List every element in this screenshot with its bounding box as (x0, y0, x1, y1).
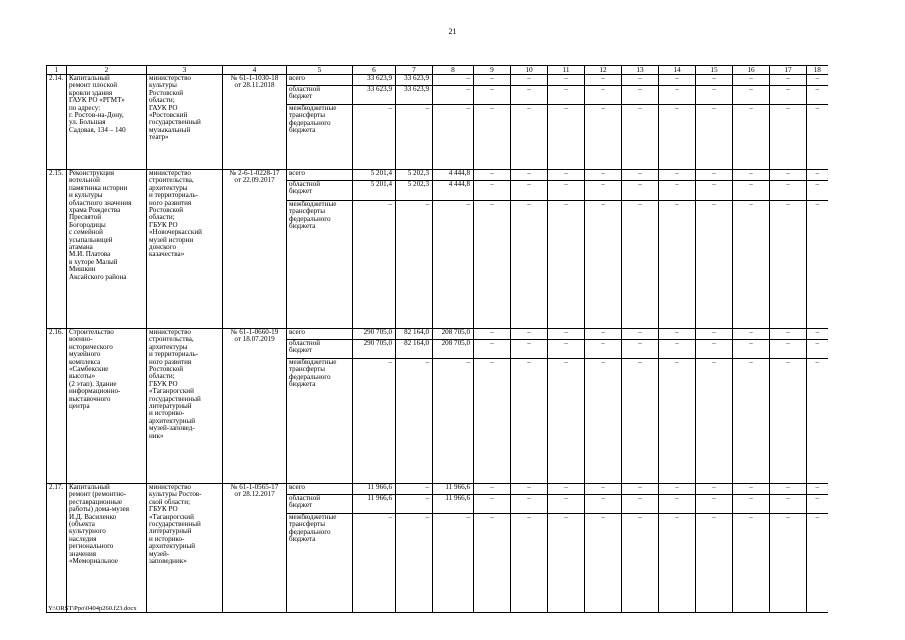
value-col10: – (511, 484, 548, 495)
value-col6: – (353, 359, 396, 484)
value-col8: 11 966,6 (433, 495, 474, 514)
table-row (47, 75, 828, 86)
value-col8: 4 444,8 (433, 170, 474, 181)
document-ref: № 2-6-1-0228-17 от 22.09.2017 (223, 170, 287, 329)
value-col8: – (433, 359, 474, 484)
value-col11: – (548, 359, 585, 484)
value-col12: – (585, 329, 622, 340)
value-col6: 5 201,4 (353, 181, 396, 201)
value-col13: – (622, 75, 659, 86)
item-number: 2.15. (47, 170, 67, 329)
value-col6: 11 966,6 (353, 495, 396, 514)
funding-source: межбюджетные трансферты федерального бюджета (287, 201, 353, 329)
value-col13: – (622, 514, 659, 613)
value-col16: – (733, 514, 770, 613)
value-col11: – (548, 86, 585, 105)
value-col10: – (511, 75, 548, 86)
value-col17: – (770, 105, 807, 170)
responsible-org: министерство культуры Ростовской области; ГАУК РО «Ростовский государственный музыкальный театр» (147, 75, 223, 170)
value-col9: – (474, 181, 511, 201)
value-col16: – (733, 181, 770, 201)
value-col12: – (585, 495, 622, 514)
value-col8: – (433, 86, 474, 105)
value-col11: – (548, 495, 585, 514)
value-col8: 208 705,0 (433, 329, 474, 340)
value-col14: – (659, 359, 696, 484)
responsible-org: министерство строительства, архитектуры и территориаль- ного развития Ростовской области; ГБУК РО «Новочеркасский музей истории донского казачества» (147, 170, 223, 329)
header-cell: 10 (511, 66, 548, 75)
value-col6: 33 623,9 (353, 75, 396, 86)
header-cell: 17 (770, 66, 807, 75)
funding-source: межбюджетные трансферты федерального бюджета (287, 514, 353, 613)
value-col18: – (807, 75, 828, 86)
value-col13: – (622, 170, 659, 181)
value-col7: 33 623,9 (396, 75, 433, 86)
value-col13: – (622, 359, 659, 484)
value-col18: – (807, 359, 828, 484)
value-col18: – (807, 201, 828, 329)
value-col8: – (433, 105, 474, 170)
value-col15: – (696, 514, 733, 613)
value-col7: – (396, 201, 433, 329)
value-col15: – (696, 201, 733, 329)
value-col13: – (622, 201, 659, 329)
value-col15: – (696, 340, 733, 359)
footer-file-path: Y:\ORST\Ppo\0404p260.f23.docx (48, 605, 137, 612)
value-col9: – (474, 75, 511, 86)
funding-source: межбюджетные трансферты федерального бюджета (287, 359, 353, 484)
value-col10: – (511, 170, 548, 181)
value-col6: 5 201,4 (353, 170, 396, 181)
header-cell: 12 (585, 66, 622, 75)
value-col11: – (548, 329, 585, 340)
value-col13: – (622, 495, 659, 514)
header-cell: 16 (733, 66, 770, 75)
value-col8: – (433, 514, 474, 613)
value-col9: – (474, 484, 511, 495)
funding-source: всего (287, 170, 353, 181)
value-col14: – (659, 514, 696, 613)
document-ref: № 61-1-0565-17 от 28.12.2017 (223, 484, 287, 613)
value-col13: – (622, 329, 659, 340)
table-row (47, 170, 828, 181)
value-col7: – (396, 359, 433, 484)
funding-source: областной бюджет (287, 181, 353, 201)
value-col14: – (659, 329, 696, 340)
value-col15: – (696, 86, 733, 105)
value-col12: – (585, 181, 622, 201)
value-col18: – (807, 329, 828, 340)
header-cell: 7 (396, 66, 433, 75)
value-col10: – (511, 340, 548, 359)
header-cell: 14 (659, 66, 696, 75)
value-col14: – (659, 75, 696, 86)
value-col15: – (696, 181, 733, 201)
value-col9: – (474, 86, 511, 105)
value-col10: – (511, 495, 548, 514)
value-col13: – (622, 105, 659, 170)
item-number: 2.17. (47, 484, 67, 613)
value-col10: – (511, 329, 548, 340)
header-cell: 2 (67, 66, 147, 75)
funding-source: областной бюджет (287, 340, 353, 359)
value-col17: – (770, 86, 807, 105)
table-row (47, 484, 828, 495)
page-number: 21 (448, 27, 457, 36)
value-col10: – (511, 181, 548, 201)
value-col16: – (733, 86, 770, 105)
item-number: 2.16. (47, 329, 67, 484)
value-col7: 82 164,0 (396, 340, 433, 359)
header-cell: 13 (622, 66, 659, 75)
value-col18: – (807, 105, 828, 170)
value-col7: 5 202,3 (396, 181, 433, 201)
header-row (47, 66, 828, 75)
value-col7: 33 623,9 (396, 86, 433, 105)
value-col18: – (807, 86, 828, 105)
value-col12: – (585, 359, 622, 484)
value-col8: 11 966,6 (433, 484, 474, 495)
value-col16: – (733, 329, 770, 340)
value-col15: – (696, 484, 733, 495)
value-col10: – (511, 514, 548, 613)
funding-source: межбюджетные трансферты федерального бюджета (287, 105, 353, 170)
value-col12: – (585, 484, 622, 495)
value-col14: – (659, 484, 696, 495)
value-col17: – (770, 181, 807, 201)
value-col17: – (770, 484, 807, 495)
header-cell: 18 (807, 66, 828, 75)
value-col17: – (770, 170, 807, 181)
value-col8: 4 444,8 (433, 181, 474, 201)
value-col13: – (622, 181, 659, 201)
value-col12: – (585, 514, 622, 613)
value-col12: – (585, 170, 622, 181)
value-col7: – (396, 495, 433, 514)
header-cell: 1 (47, 66, 67, 75)
value-col15: – (696, 75, 733, 86)
value-col6: – (353, 201, 396, 329)
value-col16: – (733, 75, 770, 86)
value-col11: – (548, 75, 585, 86)
object-name: Реконструкция вотельной памятника истории и культуры областного значения храма Рождества Пресвятой Богородицы с семейной усыпальницей атамана М.И. Платова в хуторе Малый Мишкин Аксайского района (67, 170, 147, 329)
value-col7: 82 164,0 (396, 329, 433, 340)
item-number: 2.14. (47, 75, 67, 170)
value-col11: – (548, 201, 585, 329)
value-col7: – (396, 484, 433, 495)
value-col15: – (696, 170, 733, 181)
value-col17: – (770, 75, 807, 86)
value-col16: – (733, 340, 770, 359)
value-col7: – (396, 514, 433, 613)
object-name: Строительство военно- исторического музейного комплекса «Самбекские высоты» (2 этап). Здание информационно- выставочного центра (67, 329, 147, 484)
header-cell: 6 (353, 66, 396, 75)
value-col16: – (733, 170, 770, 181)
header-cell: 3 (147, 66, 223, 75)
responsible-org: министерство строительства, архитектуры и территориаль- ного развития Ростовской области; ГБУК РО «Таганрогский государственный литературный и историко- архитектурный музей-заповед- ник» (147, 329, 223, 484)
funding-source: всего (287, 484, 353, 495)
document-ref: № 61-1-0660-19 от 18.07.2019 (223, 329, 287, 484)
value-col9: – (474, 329, 511, 340)
value-col12: – (585, 86, 622, 105)
value-col7: 5 202,3 (396, 170, 433, 181)
value-col10: – (511, 86, 548, 105)
value-col6: 290 705,0 (353, 329, 396, 340)
value-col8: – (433, 75, 474, 86)
header-cell: 8 (433, 66, 474, 75)
value-col13: – (622, 484, 659, 495)
value-col17: – (770, 495, 807, 514)
value-col15: – (696, 105, 733, 170)
value-col12: – (585, 75, 622, 86)
value-col9: – (474, 514, 511, 613)
value-col8: 208 705,0 (433, 340, 474, 359)
value-col16: – (733, 484, 770, 495)
value-col17: – (770, 514, 807, 613)
value-col8: – (433, 201, 474, 329)
value-col10: – (511, 359, 548, 484)
value-col14: – (659, 170, 696, 181)
value-col6: – (353, 514, 396, 613)
value-col10: – (511, 105, 548, 170)
value-col11: – (548, 340, 585, 359)
table-row (47, 329, 828, 340)
value-col13: – (622, 340, 659, 359)
value-col18: – (807, 484, 828, 495)
value-col16: – (733, 105, 770, 170)
value-col14: – (659, 340, 696, 359)
header-cell: 9 (474, 66, 511, 75)
header-cell: 11 (548, 66, 585, 75)
funding-source: всего (287, 329, 353, 340)
value-col16: – (733, 359, 770, 484)
value-col16: – (733, 201, 770, 329)
value-col14: – (659, 181, 696, 201)
funding-source: областной бюджет (287, 495, 353, 514)
value-col11: – (548, 170, 585, 181)
value-col9: – (474, 495, 511, 514)
value-col7: – (396, 105, 433, 170)
value-col14: – (659, 86, 696, 105)
header-cell: 15 (696, 66, 733, 75)
value-col9: – (474, 105, 511, 170)
funding-source: областной бюджет (287, 86, 353, 105)
object-name: Капитальный ремонт (ремонтно- реставрационные работы) дома-музея И.Д. Василенко (объекта культурного наследия регионального значения «Мемориальное (67, 484, 147, 613)
funding-source: всего (287, 75, 353, 86)
value-col9: – (474, 201, 511, 329)
value-col17: – (770, 359, 807, 484)
value-col9: – (474, 359, 511, 484)
value-col17: – (770, 329, 807, 340)
value-col15: – (696, 329, 733, 340)
value-col18: – (807, 340, 828, 359)
value-col15: – (696, 359, 733, 484)
value-col16: – (733, 495, 770, 514)
value-col12: – (585, 201, 622, 329)
value-col6: 33 623,9 (353, 86, 396, 105)
value-col18: – (807, 514, 828, 613)
header-cell: 4 (223, 66, 287, 75)
value-col11: – (548, 181, 585, 201)
responsible-org: министерство культуры Ростов- ской области; ГБУК РО «Таганрогский государственный литературный и историко- архитектурный музей- заповедник» (147, 484, 223, 613)
value-col6: 290 705,0 (353, 340, 396, 359)
budget-table (46, 65, 828, 613)
value-col9: – (474, 340, 511, 359)
value-col18: – (807, 170, 828, 181)
value-col18: – (807, 181, 828, 201)
value-col10: – (511, 201, 548, 329)
value-col18: – (807, 495, 828, 514)
value-col13: – (622, 86, 659, 105)
value-col12: – (585, 340, 622, 359)
value-col14: – (659, 495, 696, 514)
value-col12: – (585, 105, 622, 170)
value-col15: – (696, 495, 733, 514)
value-col11: – (548, 105, 585, 170)
value-col14: – (659, 201, 696, 329)
value-col17: – (770, 201, 807, 329)
document-ref: № 61-1-1030-18 от 28.11.2018 (223, 75, 287, 170)
value-col6: – (353, 105, 396, 170)
value-col9: – (474, 170, 511, 181)
object-name: Капитальный ремонт плоской кровли здания ГАУК РО «РГМТ» по адресу: г. Ростов-на-Дону, ул. Большая Садовая, 134 – 140 (67, 75, 147, 170)
value-col11: – (548, 484, 585, 495)
value-col11: – (548, 514, 585, 613)
header-cell: 5 (287, 66, 353, 75)
value-col14: – (659, 105, 696, 170)
value-col17: – (770, 340, 807, 359)
value-col6: 11 966,6 (353, 484, 396, 495)
